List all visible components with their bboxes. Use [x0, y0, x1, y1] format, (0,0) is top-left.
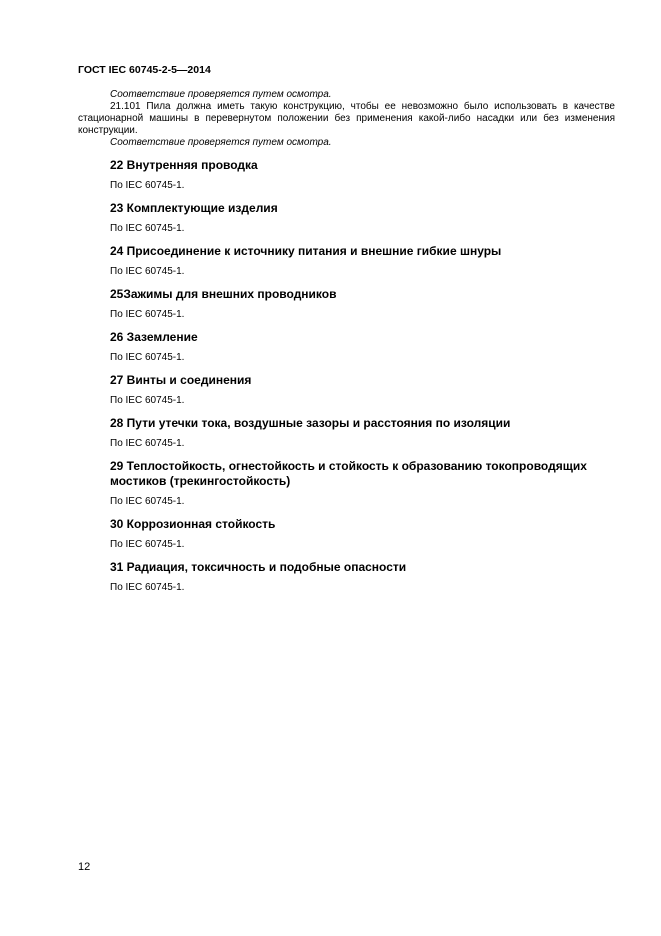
section-heading: 22 Внутренняя проводка — [110, 158, 258, 172]
section-heading: 30 Коррозионная стойкость — [110, 517, 276, 531]
section-heading: 24 Присоединение к источнику питания и внешние гибкие шнуры — [110, 244, 502, 258]
section-heading: 25Зажимы для внешних проводников — [110, 287, 337, 301]
section-heading: 31 Радиация, токсичность и подобные опасности — [110, 560, 407, 574]
section-text: По IEC 60745-1. — [110, 582, 185, 593]
section-heading: 27 Винты и соединения — [110, 373, 252, 387]
compliance-note: Соответствие проверяется путем осмотра. — [110, 137, 332, 148]
clause-21-101: 21.101 Пила должна иметь такую конструкцию, чтобы ее невозможно было использовать в качестве стационарной машины в перевернутом положении без применения какой-либо насадки или без изменения конструкции. — [78, 101, 615, 136]
section-31 — [78, 560, 615, 594]
section-text: По IEC 60745-1. — [110, 309, 185, 320]
section-30 — [78, 517, 615, 551]
section-text: По IEC 60745-1. — [110, 539, 185, 550]
section-29 — [78, 459, 615, 508]
section-26 — [78, 330, 615, 364]
section-text: По IEC 60745-1. — [110, 266, 185, 277]
section-heading: 23 Комплектующие изделия — [110, 201, 278, 215]
section-text: По IEC 60745-1. — [110, 496, 185, 507]
section-22 — [78, 158, 615, 192]
document-body — [78, 89, 615, 594]
section-text: По IEC 60745-1. — [110, 395, 185, 406]
section-text: По IEC 60745-1. — [110, 180, 185, 191]
section-heading: 26 Заземление — [110, 330, 198, 344]
standard-designation: ГОСТ IEC 60745-2-5—2014 — [78, 64, 211, 76]
section-text: По IEC 60745-1. — [110, 223, 185, 234]
section-heading: 29 Теплостойкость, огнестойкость и стойкость к образованию токопроводящих мостиков (трекингостойкость) — [110, 459, 587, 488]
page-number: 12 — [78, 861, 91, 873]
section-heading: 28 Пути утечки тока, воздушные зазоры и расстояния по изоляции — [110, 416, 511, 430]
section-text: По IEC 60745-1. — [110, 438, 185, 449]
section-24 — [78, 244, 615, 278]
section-25 — [78, 287, 615, 321]
section-23 — [78, 201, 615, 235]
section-28 — [78, 416, 615, 450]
section-text: По IEC 60745-1. — [110, 352, 185, 363]
section-27 — [78, 373, 615, 407]
compliance-note: Соответствие проверяется путем осмотра. — [110, 89, 332, 100]
